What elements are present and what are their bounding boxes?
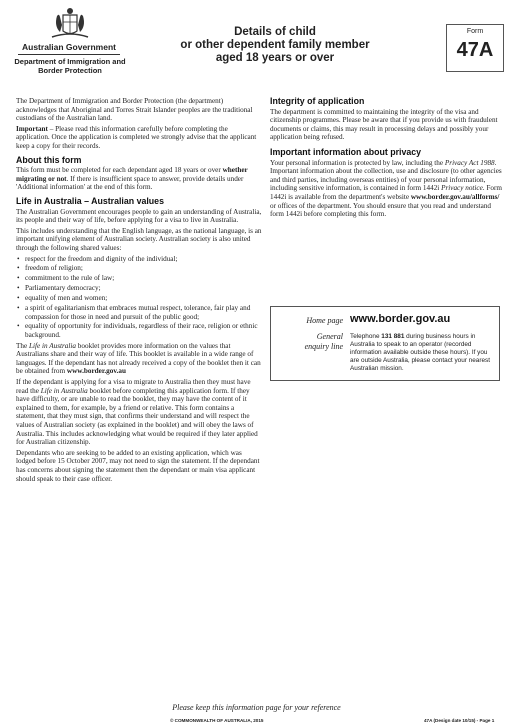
list-item [16,264,263,273]
form-title [160,26,390,65]
enquiry-label-line: enquiry line [304,341,343,351]
booklet-paragraph [16,342,263,376]
form-number-box [446,24,504,72]
privacy-notice-title: Privacy notice [441,184,483,193]
allforms-link[interactable]: www.border.gov.au/allforms/ [410,192,500,201]
intro-paragraph: The Department of Immigration and Border Protection (the department) acknowledges that Aboriginal and Torres Strait Islander peoples are the traditional custodians of the Australian land. [16,97,253,123]
list-item [16,322,263,339]
dependant-text-end: booklet before completing this application form. If they have difficulty, or are unable to read the booklet, they may have the content of it explained to them, for example, by a friend or relative. This form contains a statement, that they must sign, that confirms their understand and will respect the values of Australian society (as explained in the booklet) and will obey the laws of Australia. This includes acknowledging what would be required if they later applied for Australian citizenship. [16,386,258,447]
important-label: Important [16,124,48,133]
enquiry-text-start: Telephone [350,333,382,340]
border-website-link[interactable]: www.border.gov.au [66,367,126,376]
booklet-title: Life in Australia [28,341,76,350]
bullet-icon: • [17,254,20,263]
booklet-text-end: booklet provides more information on the values that Australians share and their way of life. This booklet is available in a wide range of languages. If the dependant has not already received a copy of the booklet then it can be obtained from [16,341,261,376]
dependant-paragraph [16,378,263,447]
value-text: a spirit of egalitarianism that embraces mutual respect, tolerance, fair play and compassion for those in need and pursuit of the public good; [25,303,251,321]
value-text: Parliamentary democracy; [25,284,101,293]
list-item [16,274,263,283]
value-text: equality of men and women; [25,294,108,303]
bullet-icon: • [17,294,20,303]
title-line: Details of child [234,26,316,38]
life-paragraph-2: This includes understanding that the English language, as the national language, is an important unifying element of Australian society. Australian society is also united through the following shared values: [16,226,262,252]
value-text: freedom of religion; [25,264,83,273]
left-column [16,97,263,485]
list-item [16,284,263,293]
value-text: respect for the freedom and dignity of the individual; [25,254,178,263]
enquiry-text [350,333,495,373]
bullet-icon: • [17,274,20,283]
enquiry-label [271,332,343,351]
enquiry-label-line: General [316,332,343,341]
about-paragraph [16,166,263,192]
privacy-text: Your personal information is protected by law, including the [270,158,445,167]
privacy-text-end: or offices of the department. You should ensure that you read and understand form 1442i before completing this form. [270,201,492,219]
life-paragraph-1: The Australian Government encourages people to gain an understanding of Australia, its people and their way of life, before applying for a visa to live in Australia. [16,207,262,225]
bullet-icon: • [17,322,20,331]
homepage-label: Home page [306,316,343,325]
existing-application-paragraph: Dependants who are seeking to be added to an existing application, which was lodged before 15 October 2007, may not need to sign the statement. If the dependant has concerns about signing the statement then the dependant or main visa applicant should speak to their case officer. [16,448,260,483]
important-text: – Please read this information carefully before completing the application. Once the application is completed we strongly advise that the applicant keep a copy for their records. [16,124,257,150]
form-label: Form [466,28,484,35]
bullet-icon: • [17,264,20,273]
privacy-text: . Important information about the collection, use and disclosure (to other agencies and third parties, including overseas entities) of your personal information, including sensitive information, is contained in form 1442i [270,158,502,193]
header-divider [18,54,120,55]
footer-copyright: © COMMONWEALTH OF AUSTRALIA, 2015 [170,718,264,723]
coat-of-arms-icon [40,6,100,42]
homepage-link[interactable]: www.border.gov.au [350,313,451,325]
bullet-icon: • [17,284,20,293]
list-item [16,294,263,303]
life-heading: Life in Australia – Australian values [16,195,164,206]
about-emphasis: whether migrating or not [16,166,248,183]
list-item [16,304,263,321]
values-list [16,255,263,340]
value-text: commitment to the rule of law; [25,274,115,283]
government-name: Australian Government [22,42,116,52]
form-header [0,0,513,92]
integrity-paragraph: The department is committed to maintaining the integrity of the visa and citizenship programmes. Please be aware that if you provide us with fraudulent documents or claims, this may result in processing delays and possibly your application being refused. [270,107,498,142]
value-text: equality of opportunity for individuals, regardless of their race, religion or ethnic background. [25,322,258,340]
booklet-text: The [16,341,29,350]
privacy-text: . Form 1442i is available from the department's website [270,184,502,201]
form-number: 47A [456,39,494,61]
privacy-paragraph [270,159,502,219]
enquiry-text-end: during business hours in Australia to speak to an operator (recorded information available outside these hours). If you are outside Australia, please contact your nearest Australian mission. [350,333,490,372]
footer-design-date: 47A (Design date 10/15) - Page 1 [424,718,495,723]
right-column [270,97,502,221]
footer-note: Please keep this information page for your reference [172,703,341,712]
bullet-icon: • [17,303,20,312]
enquiry-phone: 131 881 [381,333,405,340]
about-text-end: . If there is insufficient space to answer, provide details under 'Additional information' at the end of this form. [16,174,244,192]
department-name: Department of Immigration and Border Protection [14,57,126,75]
about-heading: About this form [16,154,82,165]
dependant-text: If the dependant is applying for a visa to migrate to Australia then they must have read the [16,378,251,395]
contact-box [270,306,500,381]
integrity-heading: Integrity of application [270,96,365,106]
privacy-act-title: Privacy Act 1988 [444,158,495,167]
list-item [16,255,263,264]
privacy-heading: Important information about privacy [270,146,422,157]
about-text: This form must be completed for each dependant aged 18 years or over [16,166,223,175]
title-line: or other dependent family member [180,39,370,51]
booklet-title: Life in Australia [40,386,88,395]
important-paragraph [16,125,263,151]
title-line: aged 18 years or over [215,52,335,64]
